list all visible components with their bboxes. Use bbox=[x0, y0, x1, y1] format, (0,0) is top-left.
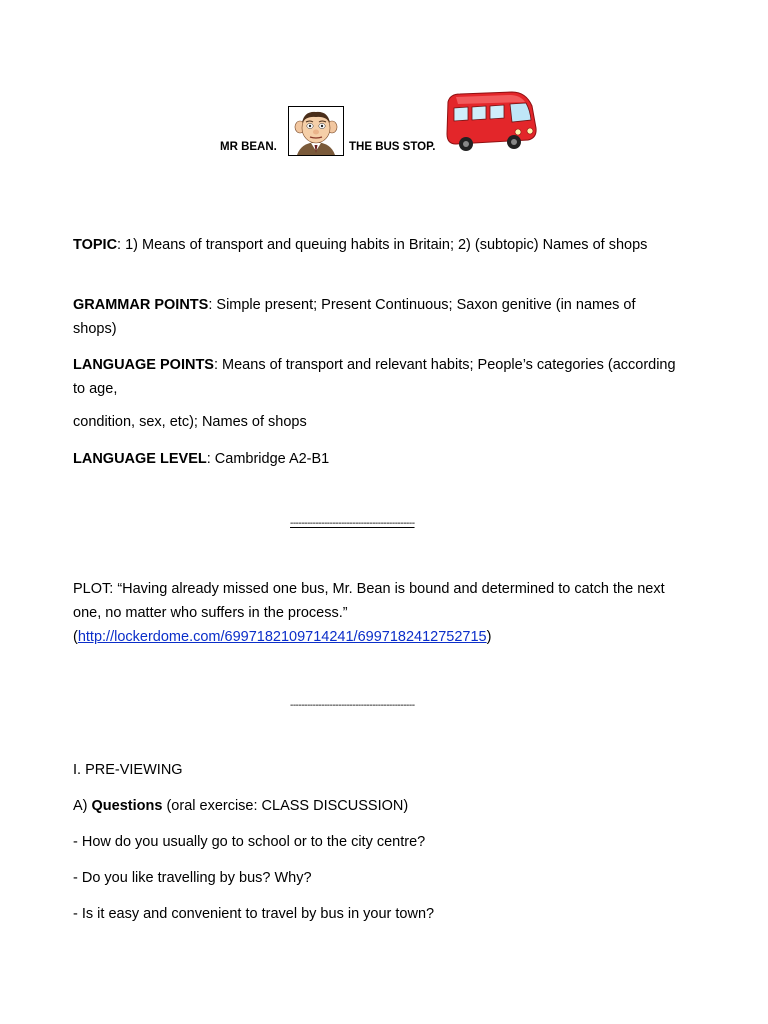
mr-bean-portrait-icon bbox=[288, 106, 344, 156]
section-heading: I. PRE-VIEWING bbox=[73, 762, 183, 778]
red-bus-icon bbox=[442, 88, 540, 158]
language-points-text: : Means of transport and relevant habits; People’s categories (according to age, bbox=[73, 357, 676, 397]
question-item: - Do you like travelling by bus? Why? bbox=[73, 870, 312, 886]
language-points-label: LANGUAGE POINTS bbox=[73, 357, 214, 373]
grammar-text: : Simple present; Present Continuous; Saxon genitive (in names of shops) bbox=[73, 297, 636, 337]
header-title-right: THE BUS STOP. bbox=[349, 141, 436, 153]
plot-text: PLOT: “Having already missed one bus, Mr. Bean is bound and determined to catch the next one, no matter who suffers in the process.” bbox=[73, 581, 665, 621]
grammar-label: GRAMMAR POINTS bbox=[73, 297, 209, 313]
questions-subheading bbox=[73, 798, 408, 814]
questions-prefix: A) bbox=[73, 798, 92, 814]
header-title-left: MR BEAN. bbox=[220, 141, 277, 153]
document-header bbox=[0, 100, 768, 160]
topic-text: : 1) Means of transport and queuing habits in Britain; 2) (subtopic) Names of shops bbox=[117, 237, 648, 253]
language-level-label: LANGUAGE LEVEL bbox=[73, 451, 207, 467]
questions-label: Questions bbox=[91, 798, 163, 814]
language-level-paragraph bbox=[73, 451, 329, 467]
question-item: - How do you usually go to school or to the city centre? bbox=[73, 834, 426, 850]
plot-paragraph bbox=[73, 577, 693, 649]
grammar-paragraph bbox=[73, 293, 683, 341]
plot-open-paren: ( bbox=[73, 629, 78, 645]
language-points-continuation: condition, sex, etc); Names of shops bbox=[73, 414, 307, 430]
language-points-paragraph bbox=[73, 353, 683, 401]
plot-close-paren: ) bbox=[486, 629, 492, 645]
topic-label: TOPIC bbox=[73, 237, 118, 253]
topic-paragraph bbox=[73, 233, 683, 257]
question-item: - Is it easy and convenient to travel by bus in your town? bbox=[73, 906, 435, 922]
source-link[interactable]: http://lockerdome.com/6997182109714241/6997182412752715 bbox=[77, 629, 487, 645]
questions-note: (oral exercise: CLASS DISCUSSION) bbox=[162, 798, 409, 814]
separator-line: -------------------------------------------- bbox=[290, 700, 415, 711]
separator-line: -------------------------------------------- bbox=[290, 518, 415, 529]
language-level-text: : Cambridge A2-B1 bbox=[206, 451, 330, 467]
